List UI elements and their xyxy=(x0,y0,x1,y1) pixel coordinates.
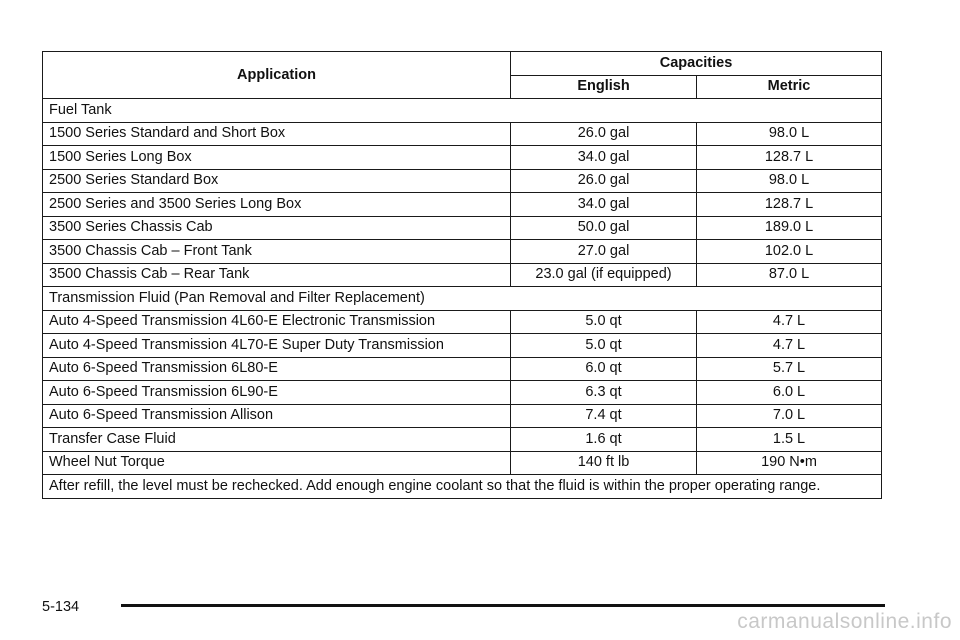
cell-english: 140 ft lb xyxy=(511,451,697,475)
cell-metric: 4.7 L xyxy=(697,334,882,358)
table-row xyxy=(43,169,882,193)
cell-metric: 6.0 L xyxy=(697,381,882,405)
cell-application: 1500 Series Standard and Short Box xyxy=(43,122,511,146)
cell-metric: 1.5 L xyxy=(697,428,882,452)
table-row xyxy=(43,240,882,264)
table-row xyxy=(43,357,882,381)
cell-english: 5.0 qt xyxy=(511,334,697,358)
cell-english: 34.0 gal xyxy=(511,193,697,217)
table-row xyxy=(43,428,882,452)
cell-english: 6.0 qt xyxy=(511,357,697,381)
table-note: After refill, the level must be rechecked. Add enough engine coolant so that the fluid is within the proper operating range. xyxy=(43,475,882,499)
cell-english: 1.6 qt xyxy=(511,428,697,452)
table-row xyxy=(43,216,882,240)
watermark: carmanualsonline.info xyxy=(737,610,952,633)
section-title-transmission-fluid: Transmission Fluid (Pan Removal and Filter Replacement) xyxy=(43,287,882,311)
table-row xyxy=(43,310,882,334)
cell-application: 3500 Series Chassis Cab xyxy=(43,216,511,240)
cell-application: Auto 6-Speed Transmission 6L80-E xyxy=(43,357,511,381)
note-row xyxy=(43,475,882,499)
cell-metric: 128.7 L xyxy=(697,193,882,217)
cell-english: 7.4 qt xyxy=(511,404,697,428)
table-row xyxy=(43,263,882,287)
table-row xyxy=(43,334,882,358)
cell-application: Wheel Nut Torque xyxy=(43,451,511,475)
cell-application: Auto 4-Speed Transmission 4L70-E Super Duty Transmission xyxy=(43,334,511,358)
cell-metric: 4.7 L xyxy=(697,310,882,334)
table-row xyxy=(43,193,882,217)
cell-metric: 189.0 L xyxy=(697,216,882,240)
cell-metric: 102.0 L xyxy=(697,240,882,264)
cell-metric: 7.0 L xyxy=(697,404,882,428)
cell-application: 3500 Chassis Cab – Rear Tank xyxy=(43,263,511,287)
cell-application: 1500 Series Long Box xyxy=(43,146,511,170)
header-metric: Metric xyxy=(697,75,882,99)
cell-english: 23.0 gal (if equipped) xyxy=(511,263,697,287)
table-row xyxy=(43,122,882,146)
cell-metric: 98.0 L xyxy=(697,169,882,193)
cell-english: 34.0 gal xyxy=(511,146,697,170)
cell-metric: 128.7 L xyxy=(697,146,882,170)
section-row xyxy=(43,99,882,123)
cell-application: 2500 Series Standard Box xyxy=(43,169,511,193)
cell-metric: 98.0 L xyxy=(697,122,882,146)
cell-metric: 190 N•m xyxy=(697,451,882,475)
page-number: 5-134 xyxy=(42,599,80,615)
cell-english: 26.0 gal xyxy=(511,169,697,193)
cell-english: 5.0 qt xyxy=(511,310,697,334)
cell-application: Auto 4-Speed Transmission 4L60-E Electronic Transmission xyxy=(43,310,511,334)
capacities-table xyxy=(42,51,882,499)
cell-english: 6.3 qt xyxy=(511,381,697,405)
table-row xyxy=(43,146,882,170)
cell-application: 2500 Series and 3500 Series Long Box xyxy=(43,193,511,217)
cell-english: 27.0 gal xyxy=(511,240,697,264)
cell-application: 3500 Chassis Cab – Front Tank xyxy=(43,240,511,264)
table-row xyxy=(43,451,882,475)
header-application: Application xyxy=(43,52,511,99)
table-row xyxy=(43,381,882,405)
header-capacities: Capacities xyxy=(511,52,882,76)
table-row xyxy=(43,404,882,428)
cell-english: 26.0 gal xyxy=(511,122,697,146)
cell-application: Transfer Case Fluid xyxy=(43,428,511,452)
cell-application: Auto 6-Speed Transmission Allison xyxy=(43,404,511,428)
cell-metric: 5.7 L xyxy=(697,357,882,381)
header-english: English xyxy=(511,75,697,99)
section-row xyxy=(43,287,882,311)
section-title-fuel-tank: Fuel Tank xyxy=(43,99,882,123)
cell-english: 50.0 gal xyxy=(511,216,697,240)
cell-metric: 87.0 L xyxy=(697,263,882,287)
cell-application: Auto 6-Speed Transmission 6L90-E xyxy=(43,381,511,405)
footer-rule xyxy=(121,604,885,607)
